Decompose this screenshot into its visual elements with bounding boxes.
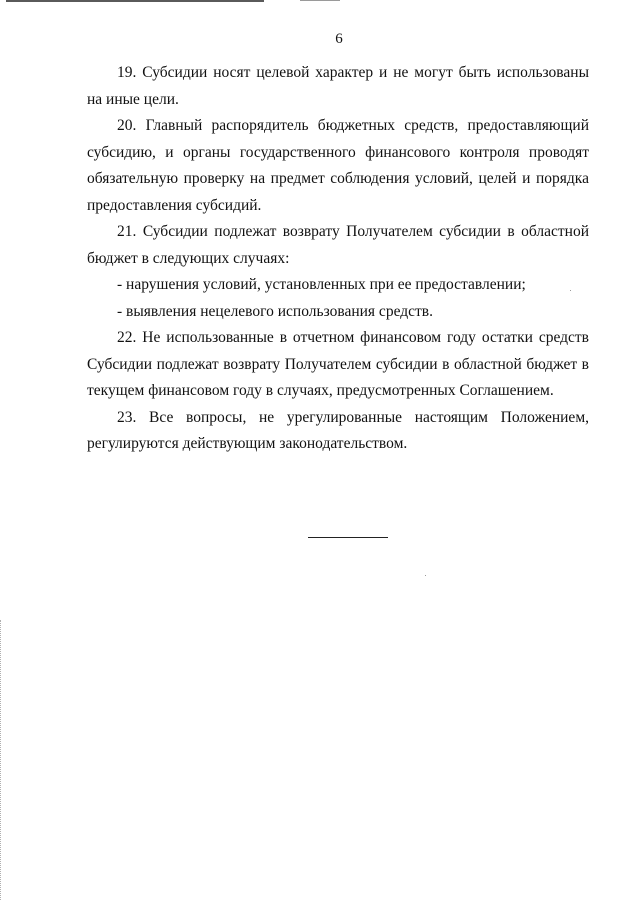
document-body	[87, 60, 589, 458]
bullet-item-misuse: - выявления нецелевого использования средств.	[117, 302, 433, 320]
paragraph-22: 22. Не использованные в отчетном финансовом году остатки средств Субсидии подлежат возврату Получателем субсидии в областной бюджет в текущем финансовом году в случаях, предусмотренных Соглашением.	[87, 329, 589, 399]
scan-left-edge	[0, 620, 2, 900]
bullet-item-conditions: - нарушения условий, установленных при ее предоставлении;	[117, 276, 526, 293]
scan-speck	[425, 575, 426, 576]
paragraph-19: 19. Субсидии носят целевой характер и не могут быть использованы на иные цели.	[87, 64, 589, 108]
paragraph-23: 23. Все вопросы, не урегулированные настоящим Положением, регулируются действующим законодательством.	[87, 408, 589, 452]
scan-top-border	[6, 0, 264, 2]
page-number: 6	[335, 31, 343, 47]
paragraph-20: 20. Главный распорядитель бюджетных средств, предоставляющий субсидию, и органы государственного финансового контроля проводят обязательную проверку на предмет соблюдения условий, целей и порядка предоставления субсидий.	[87, 117, 589, 214]
scan-speck	[570, 290, 571, 291]
scan-top-border-fragment	[300, 0, 340, 1]
end-of-document-rule	[308, 537, 388, 538]
paragraph-21: 21. Субсидии подлежат возврату Получателем субсидии в областной бюджет в следующих случаях:	[87, 223, 589, 267]
